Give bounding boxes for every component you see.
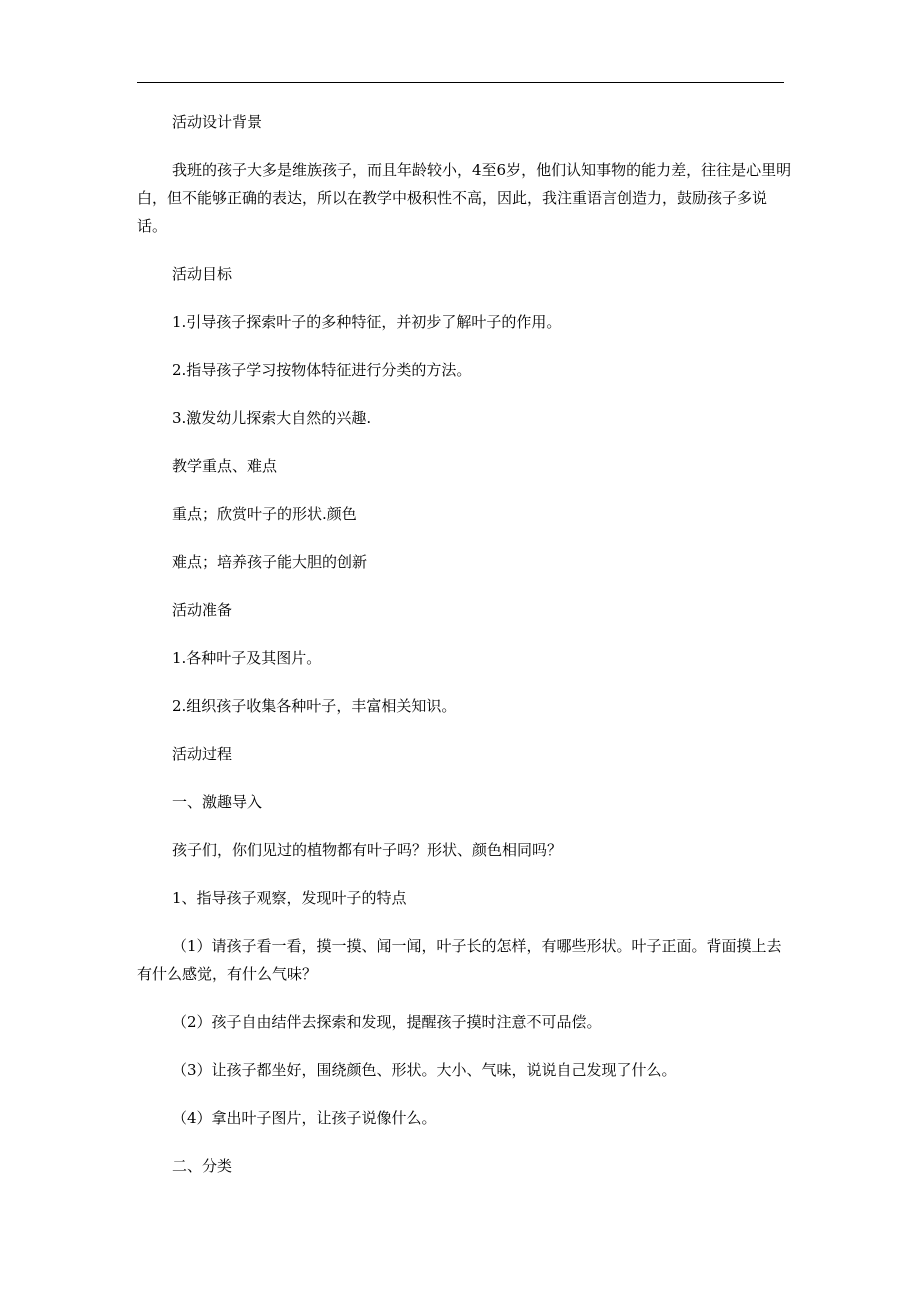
substep-4: （4）拿出叶子图片，让孩子说像什么。 [172,1109,437,1127]
paragraph-background: 我班的孩子大多是维族孩子，而且年龄较小，4至6岁，他们认知事物的能力差，往往是心里明白，但不能够正确的表达，所以在教学中极积性不高，因此，我注重语言创造力，鼓励孩子多说话。 [137,161,792,235]
goal-item-2: 2.指导孩子学习按物体特征进行分类的方法。 [172,361,472,379]
document-body [137,108,792,1200]
substep-1: （1）请孩子看一看，摸一摸、闻一闻，叶子长的怎样，有哪些形状。叶子正面。背面摸上去有什么感觉，有什么气味？ [137,937,782,983]
substep-2: （2）孩子自由结伴去探索和发现，提醒孩子摸时注意不可品偿。 [172,1013,602,1031]
heading-preparation: 活动准备 [172,601,233,619]
section-intro: 一、激趣导入 [172,793,263,811]
heading-goals: 活动目标 [172,265,233,283]
intro-question: 孩子们，你们见过的植物都有叶子吗？形状、颜色相同吗？ [172,841,563,859]
preparation-item-2: 2.组织孩子收集各种叶子，丰富相关知识。 [172,697,457,715]
step-observe: 1、指导孩子观察，发现叶子的特点 [172,889,407,907]
heading-key-points: 教学重点、难点 [172,457,278,475]
heading-process: 活动过程 [172,745,233,763]
preparation-item-1: 1.各种叶子及其图片。 [172,649,322,667]
key-point: 重点；欣赏叶子的形状.颜色 [172,505,357,523]
difficult-point: 难点；培养孩子能大胆的创新 [172,553,368,571]
goal-item-3: 3.激发幼儿探索大自然的兴趣. [172,409,372,427]
substep-3: （3）让孩子都坐好，围绕颜色、形状。大小、气味，说说自己发现了什么。 [172,1061,677,1079]
heading-background: 活动设计背景 [172,113,263,131]
header-rule [137,82,784,83]
goal-item-1: 1.引导孩子探索叶子的多种特征，并初步了解叶子的作用。 [172,313,562,331]
section-classify: 二、分类 [172,1157,233,1175]
